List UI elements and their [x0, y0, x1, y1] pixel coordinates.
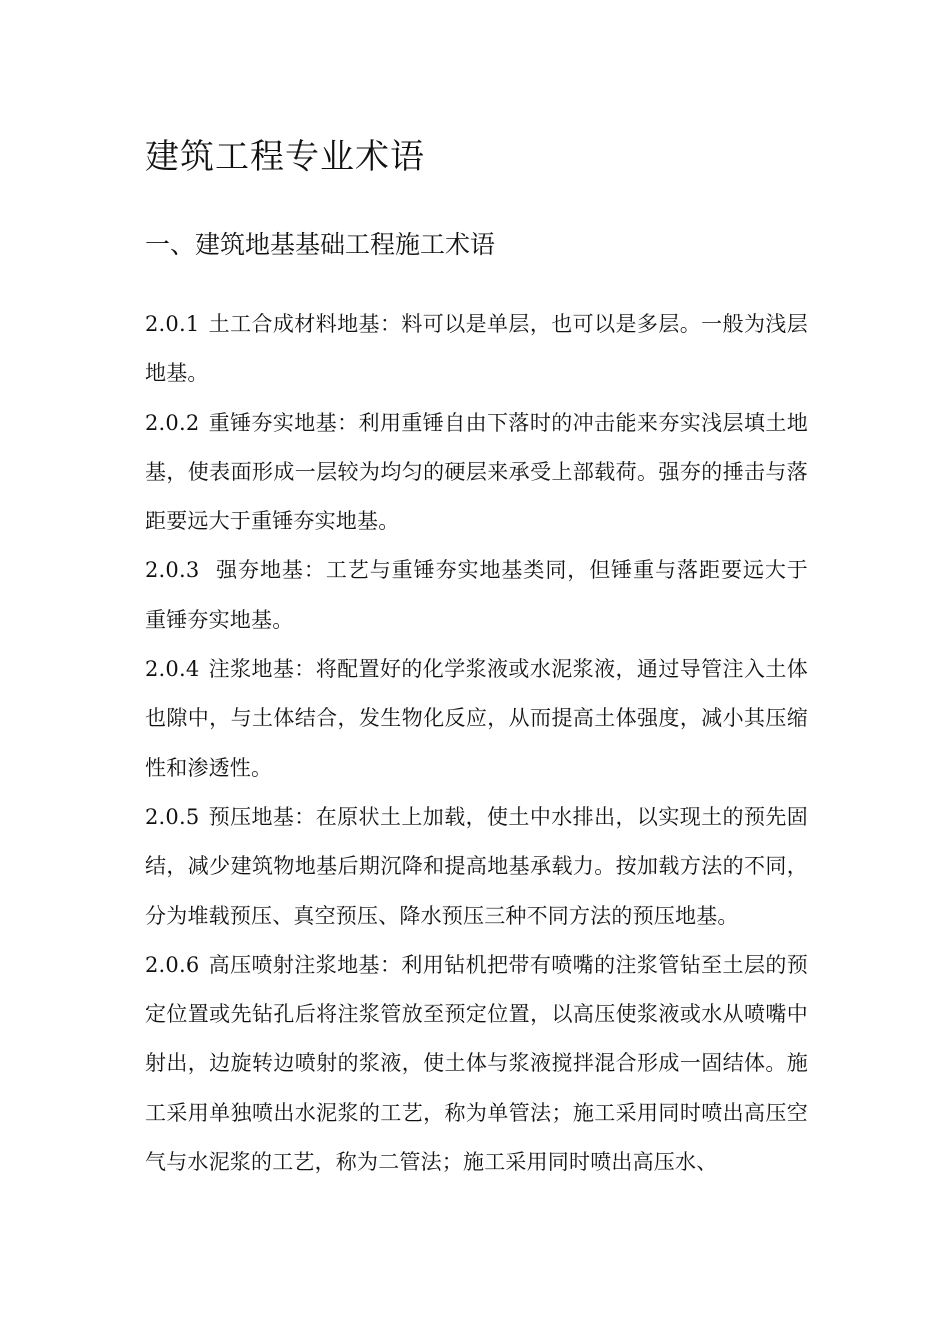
section-heading: 一、建筑地基基础工程施工术语 [145, 230, 496, 259]
term-text: 高压喷射注浆地基：利用钻机把带有喷嘴的注浆管钻至土层的预定位置或先钻孔后将注浆管放至预定位置，以高压使浆液或水从喷嘴中射出，边旋转边喷射的浆液，使土体与浆液搅拌混合形成一固结体。施工采用单独喷出水泥浆的工艺，称为单管法；施工采用同时喷出高压空气与水泥浆的工艺，称为二管法；施工采用同时喷出高压水、 [145, 952, 808, 1175]
term-text: 强夯地基：工艺与重锤夯实地基类同，但锤重与落距要远大于重锤夯实地基。 [145, 558, 808, 632]
term-number: 2.0.4 [145, 657, 200, 682]
term-number: 2.0.1 [145, 312, 200, 336]
terms-list [145, 300, 808, 1187]
term-paragraph [145, 645, 808, 793]
term-text: 注浆地基：将配置好的化学浆液或水泥浆液，通过导管注入土体也隙中，与土体结合，发生物化反应，从而提高土体强度，减小其压缩性和渗透性。 [145, 657, 808, 780]
term-paragraph [145, 941, 808, 1187]
term-text: 重锤夯实地基：利用重锤自由下落时的冲击能来夯实浅层填土地基，使表面形成一层较为均匀的硬层来承受上部载荷。强夯的捶击与落距要远大于重锤夯实地基。 [145, 410, 808, 534]
term-number: 2.0.6 [145, 952, 200, 977]
term-paragraph [145, 793, 808, 941]
term-number: 2.0.3 [145, 558, 200, 583]
document-title: 建筑工程专业术语 [145, 137, 425, 177]
term-text: 土工合成材料地基：料可以是单层，也可以是多层。一般为浅层地基。 [145, 312, 808, 386]
term-text: 预压地基：在原状土上加载，使土中水排出，以实现土的预先固结，减少建筑物地基后期沉降和提高地基承载力。按加载方法的不同，分为堆载预压、真空预压、降水预压三种不同方法的预压地基。 [145, 804, 808, 928]
term-number: 2.0.2 [145, 410, 200, 435]
term-paragraph [145, 399, 808, 547]
term-number: 2.0.5 [145, 804, 200, 829]
term-paragraph [145, 546, 808, 645]
term-paragraph [145, 300, 808, 399]
